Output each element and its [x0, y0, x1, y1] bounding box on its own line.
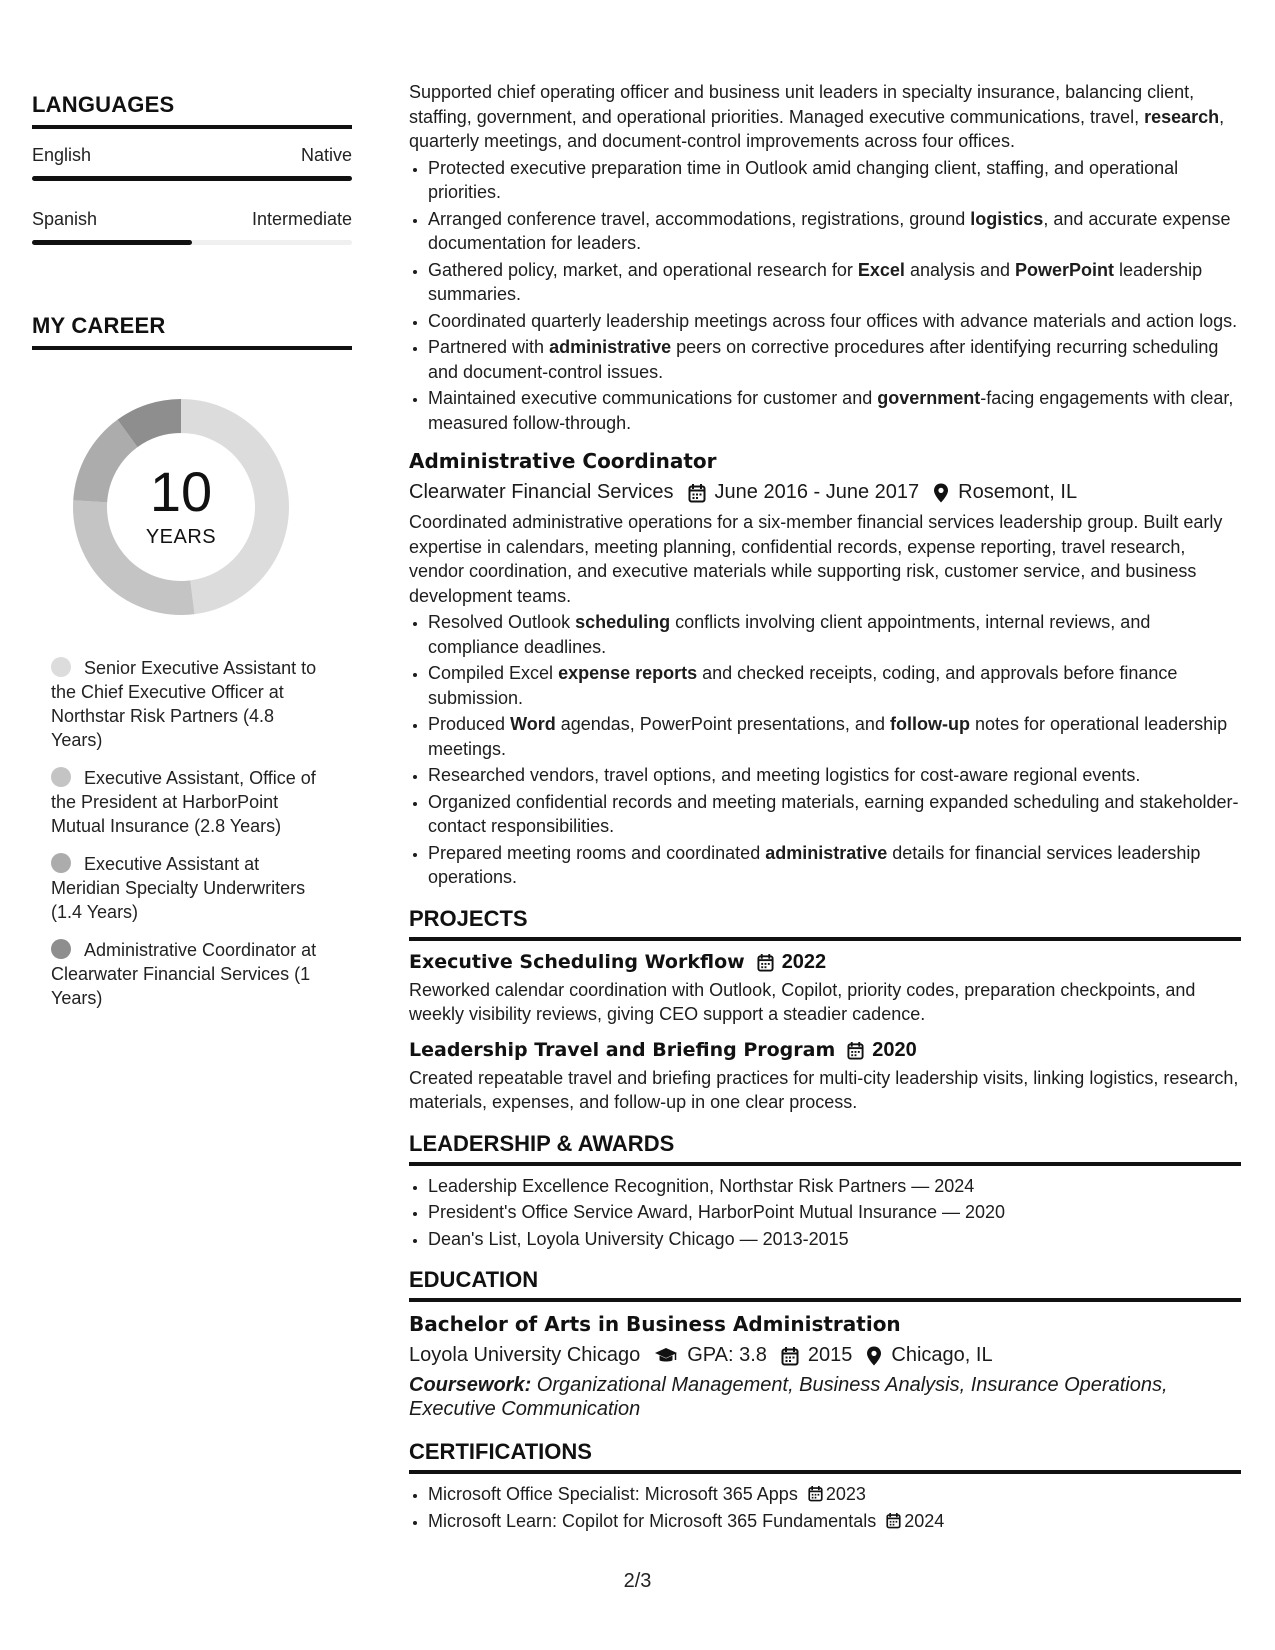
- calendar-icon: [808, 1485, 823, 1502]
- page-number: 2/3: [623, 1570, 652, 1592]
- legend-dot: [51, 657, 71, 677]
- career-legend-item: [51, 852, 321, 924]
- career-total-years: 10: [149, 460, 213, 523]
- role-dates: June 2016 - June 2017: [714, 481, 920, 503]
- language-name: Spanish: [32, 209, 98, 229]
- language-name: English: [32, 145, 92, 165]
- languages-heading: LANGUAGES: [32, 92, 352, 129]
- map-pin-icon: [933, 483, 949, 503]
- role-bullets: [409, 610, 1241, 890]
- legend-dot: [51, 853, 71, 873]
- certification-item: [428, 1509, 1241, 1534]
- project-item: [409, 951, 1241, 1027]
- projects-heading: PROJECTS: [409, 906, 1241, 941]
- career-section: [32, 313, 352, 1010]
- calendar-icon: [847, 1041, 864, 1060]
- certification-year: 2023: [825, 1484, 866, 1504]
- language-spanish: [32, 209, 352, 245]
- project-title: Executive Scheduling Workflow: [409, 951, 745, 973]
- legend-text: Senior Executive Assistant to the Chief Executive Officer at Northstar Risk Partners (4.8 Years): [51, 658, 317, 750]
- awards-list: [409, 1174, 1241, 1252]
- certification-item: [428, 1482, 1241, 1507]
- certifications-heading: CERTIFICATIONS: [409, 1439, 1241, 1474]
- legend-text: Executive Assistant, Office of the President at HarborPoint Mutual Insurance (2.8 Years): [51, 768, 316, 836]
- bullet-item: • Gathered policy, market, and operational research for Excel analysis and PowerPoint leadership summaries.: [428, 258, 1241, 307]
- role-location: Rosemont, IL: [958, 481, 1078, 503]
- education-meta: [409, 1344, 1241, 1367]
- summary-text: Supported chief operating officer and business unit leaders in specialty insurance, balancing client, staffing, government, and operational priorities. Managed executive communications, travel,: [409, 82, 1195, 127]
- bullet-item: • Produced Word agendas, PowerPoint presentations, and follow-up notes for operational leadership meetings.: [428, 712, 1241, 761]
- bullet-item: • Researched vendors, travel options, and meeting logistics for cost-aware regional events.: [428, 763, 1241, 788]
- bullet-item: • Maintained executive communications for customer and government-facing engagements with clear, measured follow-through.: [428, 386, 1241, 435]
- legend-dot: [51, 767, 71, 787]
- project-title: Leadership Travel and Briefing Program: [409, 1039, 836, 1061]
- award-item: • Dean's List, Loyola University Chicago — 2013-2015: [428, 1227, 1241, 1252]
- legend-text: Administrative Coordinator at Clearwater Financial Services (1 Years): [51, 940, 317, 1008]
- language-level: Intermediate: [251, 209, 352, 229]
- career-legend-item: [51, 938, 321, 1010]
- career-legend: [51, 656, 321, 1010]
- bullet-item: • Coordinated quarterly leadership meetings across four offices with advance materials and action logs.: [428, 309, 1241, 334]
- graduation-cap-icon: [654, 1347, 678, 1365]
- summary-keyword: research: [1144, 106, 1220, 127]
- language-level: Native: [300, 145, 352, 165]
- degree-title: Bachelor of Arts in Business Administration: [409, 1312, 901, 1336]
- certification-name: Microsoft Learn: Copilot for Microsoft 365 Fundamentals: [428, 1510, 877, 1531]
- graduation-year: 2015: [807, 1344, 853, 1366]
- job-bullets: [409, 156, 1241, 436]
- certification-year: 2024: [904, 1510, 945, 1531]
- coursework-list: Organizational Management, Business Analysis, Insurance Operations, Executive Communication: [409, 1374, 1168, 1420]
- bullet-item: • Organized confidential records and meeting materials, earning expanded scheduling and stakeholder-contact responsibilities.: [428, 790, 1241, 839]
- gpa: GPA: 3.8: [687, 1344, 767, 1366]
- education-heading: EDUCATION: [409, 1267, 1241, 1302]
- award-item: • President's Office Service Award, HarborPoint Mutual Insurance — 2020: [428, 1200, 1241, 1225]
- career-donut-chart: [66, 392, 296, 622]
- sidebar: [32, 92, 352, 1024]
- project-year: 2020: [872, 1038, 917, 1061]
- bullet-item: • Compiled Excel expense reports and checked receipts, coding, and approvals before finance submission.: [428, 661, 1241, 710]
- proficiency-fill: [32, 176, 352, 181]
- bullet-item: • Protected executive preparation time in Outlook amid changing client, staffing, and operational priorities.: [428, 156, 1241, 205]
- role-meta: [409, 481, 1241, 504]
- bullet-item: • Resolved Outlook scheduling conflicts involving client appointments, internal reviews, and compliance deadlines.: [428, 610, 1241, 659]
- map-pin-icon: [866, 1346, 882, 1366]
- awards-heading: LEADERSHIP & AWARDS: [409, 1131, 1241, 1166]
- project-year: 2022: [781, 950, 827, 973]
- bullet-item: • Arranged conference travel, accommodations, registrations, ground logistics, and accurate expense documentation for leaders.: [428, 207, 1241, 256]
- legend-dot: [51, 939, 71, 959]
- calendar-icon: [781, 1346, 799, 1366]
- calendar-icon: [688, 483, 706, 503]
- award-item: • Leadership Excellence Recognition, Northstar Risk Partners — 2024: [428, 1174, 1241, 1199]
- coursework: [409, 1373, 1241, 1421]
- career-years-label: YEARS: [145, 526, 217, 548]
- summary-text-end: , quarterly meetings, and document-control improvements across four offices.: [409, 106, 1225, 151]
- certification-name: Microsoft Office Specialist: Microsoft 365 Apps: [428, 1484, 798, 1504]
- proficiency-bar: [32, 176, 352, 181]
- certifications-list: [409, 1482, 1241, 1533]
- job-summary: [409, 80, 1241, 154]
- role-summary: Coordinated administrative operations for a six-member financial services leadership group. Built early expertise in calendars, meeting planning, confidential records, expense reporting, travel research, vendor coordination, and executive materials while supporting risk, customer service, and business development teams.: [409, 512, 1223, 606]
- legend-text: Executive Assistant at Meridian Specialty Underwriters (1.4 Years): [51, 854, 306, 922]
- career-heading: MY CAREER: [32, 313, 352, 350]
- main-column: [409, 80, 1241, 1533]
- company-name: Clearwater Financial Services: [409, 481, 674, 503]
- role-title: Administrative Coordinator: [409, 449, 717, 473]
- school-name: Loyola University Chicago: [409, 1344, 641, 1366]
- proficiency-fill: [32, 240, 192, 245]
- project-description: Created repeatable travel and briefing practices for multi-city leadership visits, linking logistics, research, materials, expenses, and follow-up in one clear process.: [409, 1067, 1239, 1112]
- coursework-label: Coursework:: [409, 1374, 532, 1396]
- education-location: Chicago, IL: [891, 1344, 993, 1366]
- bullet-item: • Prepared meeting rooms and coordinated administrative details for financial services leadership operations.: [428, 841, 1241, 890]
- bullet-item: • Partnered with administrative peers on corrective procedures after identifying recurring scheduling and document-control issues.: [428, 335, 1241, 384]
- calendar-icon: [757, 953, 774, 972]
- career-legend-item: [51, 766, 321, 838]
- language-english: [32, 145, 352, 181]
- proficiency-bar: [32, 240, 352, 245]
- project-item: [409, 1039, 1241, 1115]
- project-description: Reworked calendar coordination with Outlook, Copilot, priority codes, preparation checkpoints, and weekly visibility reviews, giving CEO support a steadier cadence.: [409, 979, 1196, 1024]
- calendar-icon: [886, 1512, 901, 1529]
- career-legend-item: [51, 656, 321, 752]
